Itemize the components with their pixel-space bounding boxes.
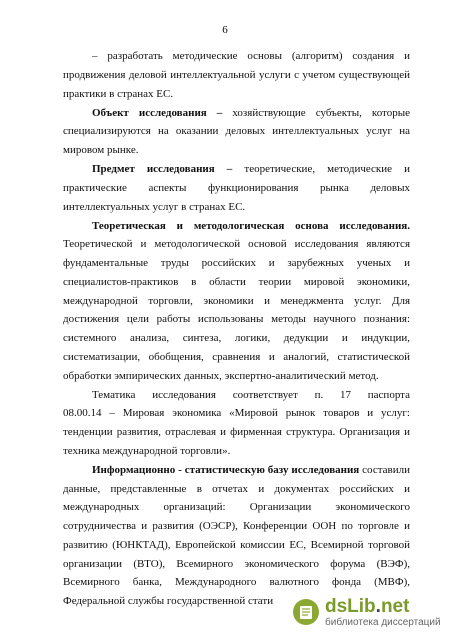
text-line [63, 313, 410, 326]
text-line [92, 163, 410, 176]
text-line [63, 483, 410, 496]
text-line [63, 88, 173, 101]
watermark-brand: dsLib.net [325, 595, 410, 617]
watermark-subtitle: библиотека диссертаций [325, 616, 441, 628]
line-text: организации (ВТО), Всемирного экономического форума (ВЭФ), [63, 558, 410, 570]
text-line [63, 445, 230, 458]
text-line [63, 539, 410, 552]
text-line [63, 182, 410, 195]
line-text: – разработать методические основы (алгоритм) создания и [92, 50, 410, 62]
line-text: практические аспекты функционирования рынка деловых [63, 182, 410, 194]
text-line [63, 69, 410, 82]
dslib-logo-icon [292, 598, 320, 626]
bold-term: Информационно - статистическую базу исследования [92, 464, 360, 476]
bold-term: Теоретическая и методологическая основа исследования. [92, 220, 410, 232]
text-line [92, 107, 410, 120]
text-line [63, 125, 410, 138]
line-text: Федеральной службы государственной стати [63, 595, 274, 607]
page-number: 6 [222, 24, 228, 36]
text-line [63, 332, 410, 345]
line-text: хозяйствующие субъекты, которые [222, 107, 410, 119]
text-line [92, 50, 410, 63]
text-line [63, 295, 410, 308]
line-text: 08.00.14 – Мировая экономика «Мировой рынок товаров и услуг: [63, 407, 410, 419]
text-line [63, 520, 410, 533]
line-text: системного анализа, синтеза, логики, дедукции и индукции, [63, 332, 410, 344]
text-line [63, 576, 410, 589]
text-line [63, 558, 410, 571]
text-line [63, 257, 410, 270]
text-line [63, 351, 410, 364]
text-line [63, 144, 138, 157]
text-line [63, 370, 379, 383]
text-line [63, 407, 410, 420]
line-text: Тематика исследования соответствует п. 17 паспорта [92, 389, 410, 401]
line-text: обработки эмпирических данных, экспертно-аналитический метод. [63, 370, 379, 382]
line-text: фундаментальные труды российских и зарубежных ученых и [63, 257, 410, 269]
line-text: специалистов-практиков в области теории мировой экономики, [63, 276, 410, 288]
line-text: интеллектуальных услуг в странах ЕС. [63, 201, 246, 213]
text-line [92, 464, 410, 477]
line-text: международной торговли, экономики и менеджмента услуг. Для [63, 295, 410, 307]
line-text: систематизации, обобщения, сравнения и аналогий, статистической [63, 351, 410, 363]
line-text: данные, представленные в отчетах и документах российских и [63, 483, 410, 495]
line-text: развитию (ЮНКТАД), Европейской комиссии ЕС, Всемирной торговой [63, 539, 410, 551]
line-text: международных организаций: Организации экономического [63, 501, 410, 513]
line-text: тенденции развития, отраслевая и фирменная структура. Организация и [63, 426, 410, 438]
line-text: сотрудничества и развития (ОЭСР), Конференции ООН по торговле и [63, 520, 410, 532]
line-text: техника международной торговли». [63, 445, 231, 457]
line-text: специализируются на оказании деловых интеллектуальных услуг на [63, 125, 410, 137]
text-line [63, 238, 410, 251]
line-text: практики в странах ЕС. [63, 88, 174, 100]
text-line [63, 276, 410, 289]
line-text: составили [359, 464, 410, 476]
text-line [63, 426, 410, 439]
line-text: продвижения деловой интеллектуальной услуги с учетом существующей [63, 69, 410, 81]
text-line [92, 220, 410, 233]
line-text: теоретические, методические и [232, 163, 410, 175]
text-line [63, 501, 410, 514]
text-line [63, 595, 273, 608]
line-text: Теоретической и методологической основой исследования являются [63, 238, 410, 250]
text-line [63, 201, 245, 214]
bold-term: Предмет исследования – [92, 163, 233, 175]
text-line [92, 389, 410, 402]
line-text: достижения цели работы использованы методы научного познания: [63, 313, 410, 325]
bold-term: Объект исследования – [92, 107, 223, 119]
line-text: Всемирного банка, Международного валютного фонда (МВФ), [63, 576, 410, 588]
line-text: мировом рынке. [63, 144, 139, 156]
watermark [292, 592, 442, 632]
